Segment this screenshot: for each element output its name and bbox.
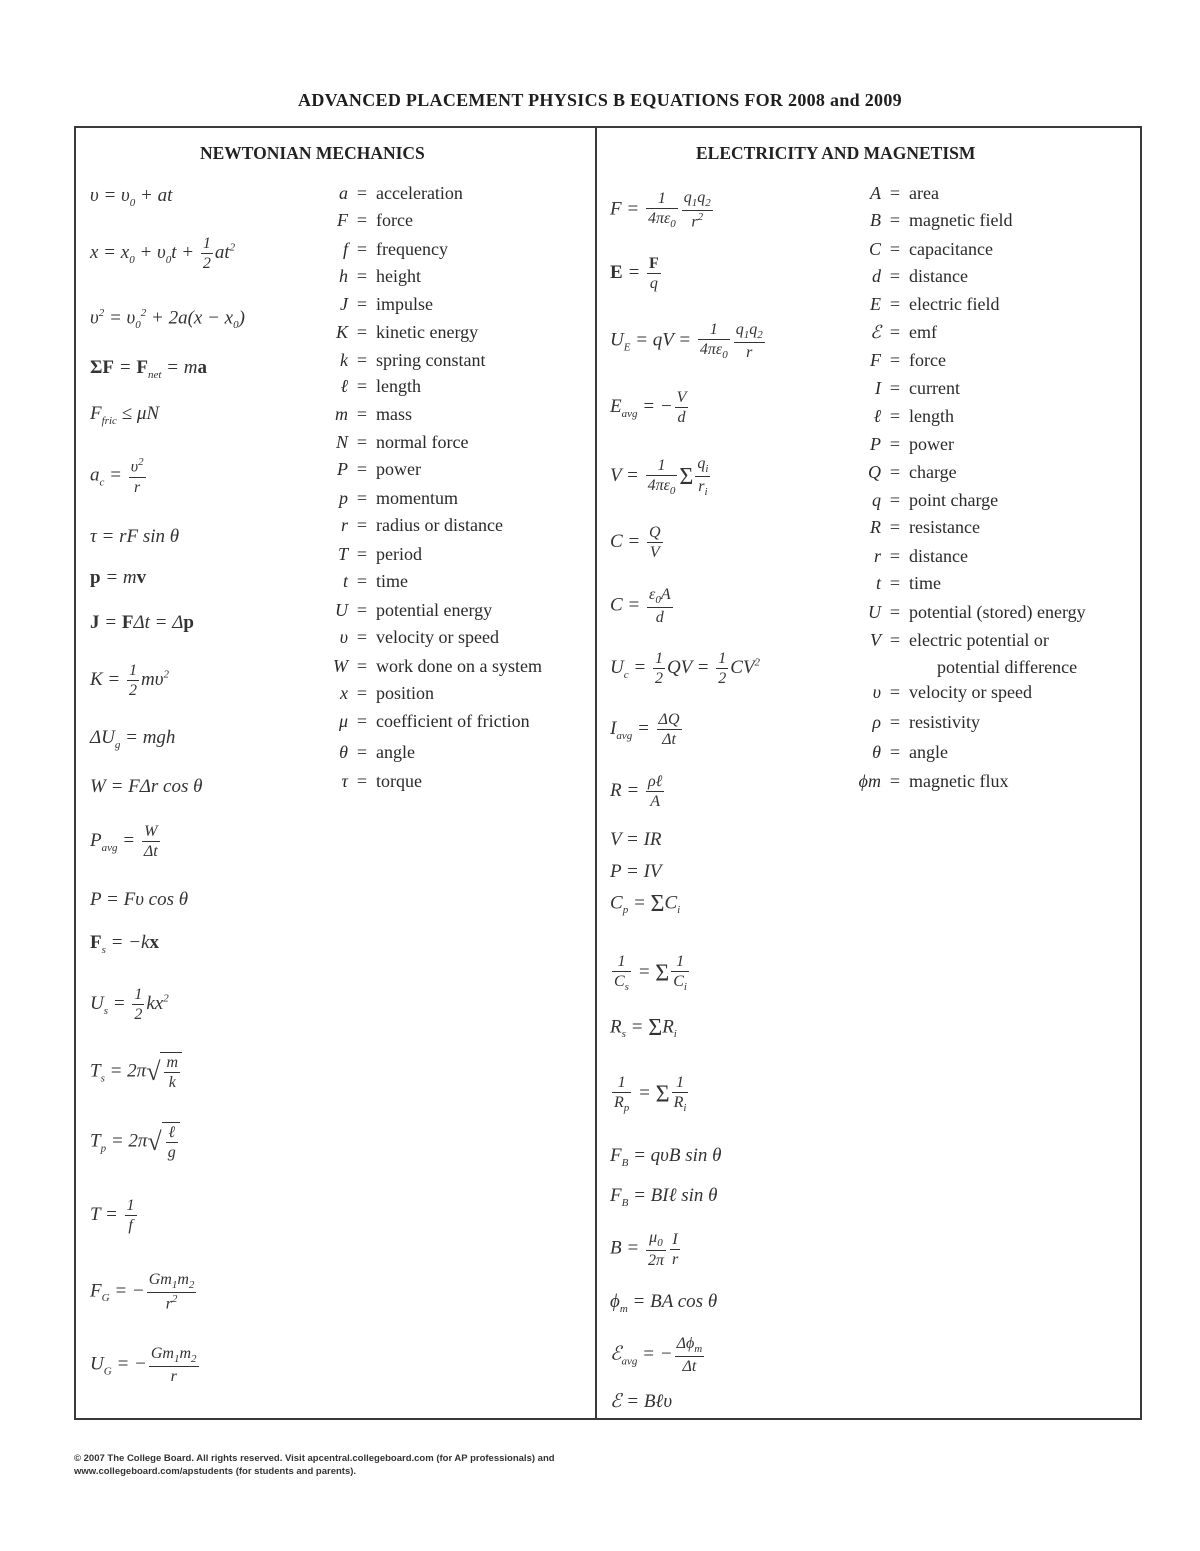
definition-text: frequency bbox=[376, 239, 448, 259]
definition-text: kinetic energy bbox=[376, 322, 479, 342]
definition-symbol: W bbox=[333, 656, 348, 676]
eq-resistors-series: $R_s = \Sigma R_i$ bbox=[610, 1015, 677, 1041]
definition-row: F = force bbox=[322, 209, 413, 231]
definition-text: length bbox=[909, 406, 954, 426]
eq-electric-power: P = IV bbox=[610, 861, 662, 882]
definition-text: angle bbox=[376, 742, 415, 762]
eq-power: P = Fυ cos θ bbox=[90, 889, 189, 910]
definition-row: W = work done on a system bbox=[322, 655, 542, 677]
definition-text: force bbox=[376, 210, 413, 230]
eq-average-field: $E_{avg}$ = − $\frac{V}{d}$ bbox=[610, 389, 687, 427]
definition-continuation bbox=[909, 656, 1077, 678]
definition-row: ϕm = magnetic flux bbox=[855, 770, 1008, 792]
definition-text: impulse bbox=[376, 294, 433, 314]
definition-text: force bbox=[909, 350, 946, 370]
definition-text: momentum bbox=[376, 488, 458, 508]
definition-text: electric potential or bbox=[909, 630, 1049, 650]
definition-row: ℓ = length bbox=[322, 375, 421, 397]
eq-motional-emf: ℰ = Bℓυ bbox=[610, 1391, 673, 1412]
definition-symbol: υ bbox=[872, 682, 881, 702]
definition-row: m = mass bbox=[322, 403, 412, 425]
definition-row: P = power bbox=[322, 458, 421, 480]
definition-symbol: P bbox=[870, 434, 881, 454]
definition-row: h = height bbox=[322, 265, 421, 287]
definition-symbol: A bbox=[870, 183, 881, 203]
definition-symbol: a bbox=[339, 183, 348, 203]
definition-row: υ = velocity or speed bbox=[855, 681, 1032, 703]
definition-symbol: U bbox=[868, 602, 881, 622]
definition-text: radius or distance bbox=[376, 515, 503, 535]
definition-symbol: T bbox=[337, 544, 348, 564]
definition-row: I = current bbox=[855, 377, 960, 399]
eq-spring-force: $F_s = -kx$ bbox=[90, 932, 159, 956]
eq-average-power: $P_{avg}$ = $\frac{W}{\Delta t}$ bbox=[90, 823, 158, 861]
definition-text: time bbox=[909, 573, 941, 593]
definition-symbol: N bbox=[335, 432, 348, 452]
definition-row: θ = angle bbox=[322, 741, 415, 763]
footer-line-2: www.collegeboard.com/apstudents (for students and parents). bbox=[74, 1466, 357, 1477]
definition-symbol: U bbox=[335, 600, 348, 620]
definition-symbol: P bbox=[337, 459, 348, 479]
definition-symbol: ℓ bbox=[340, 376, 348, 396]
definition-row: C = capacitance bbox=[855, 238, 993, 260]
definition-text: magnetic field bbox=[909, 210, 1013, 230]
definition-symbol: ℰ bbox=[870, 322, 881, 342]
definition-text: period bbox=[376, 544, 422, 564]
definition-row: θ = angle bbox=[855, 741, 948, 763]
definition-symbol: K bbox=[335, 322, 348, 342]
definition-symbol: d bbox=[872, 266, 881, 286]
definition-symbol: I bbox=[875, 378, 881, 398]
definition-symbol: ρ bbox=[872, 712, 881, 732]
eq-spring-energy: $U_s$ = $\frac{1}{2}$ $kx^2$ bbox=[90, 986, 169, 1024]
definition-text: normal force bbox=[376, 432, 469, 452]
eq-gravitational-force: $F_G$ = − $\frac{Gm_1m_2}{r^2}$ bbox=[90, 1271, 195, 1313]
definition-symbol: t bbox=[875, 573, 881, 593]
definition-text: current bbox=[909, 378, 960, 398]
eq-torque: τ = rF sin θ bbox=[90, 526, 180, 547]
definition-text: distance bbox=[909, 546, 968, 566]
column-divider bbox=[595, 126, 597, 1420]
definition-symbol: F bbox=[337, 210, 348, 230]
em-heading: ELECTRICITY AND MAGNETISM bbox=[696, 143, 976, 163]
definition-text: spring constant bbox=[376, 350, 486, 370]
definition-symbol: x bbox=[340, 683, 348, 703]
eq-potential-sum: V = $\frac{1}{4\pi\varepsilon_0}$ Σ $\frac{q_i}{r_i}$ bbox=[610, 455, 709, 499]
definition-symbol: r bbox=[873, 546, 881, 566]
definition-row: U = potential energy bbox=[322, 599, 492, 621]
eq-spring-period: $T_s = 2\pi√$ $\frac{m}{k}$ bbox=[90, 1052, 182, 1092]
definition-row: f = frequency bbox=[322, 238, 448, 260]
definition-row: A = area bbox=[855, 182, 939, 204]
definition-text: angle bbox=[909, 742, 948, 762]
eq-magnetic-force-wire: $F_B$ = BIℓ sin θ bbox=[610, 1185, 718, 1209]
definition-symbol: f bbox=[342, 239, 348, 259]
definition-text: capacitance bbox=[909, 239, 993, 259]
definition-row: F = force bbox=[855, 349, 946, 371]
definition-symbol: Q bbox=[868, 462, 881, 482]
definition-text: potential (stored) energy bbox=[909, 602, 1086, 622]
eq-average-current: $I_{avg}$ = $\frac{\Delta Q}{\Delta t}$ bbox=[610, 711, 680, 749]
definition-text: power bbox=[376, 459, 421, 479]
eq-parallel-plate: C = $\frac{\varepsilon_0A}{d}$ bbox=[610, 586, 671, 627]
eq-capacitors-series: $\frac{1}{C_s}$ = Σ $\frac{1}{C_i}$ bbox=[614, 953, 687, 994]
eq-period-frequency: T = $\frac{1}{f}$ bbox=[90, 1197, 135, 1235]
mechanics-heading: NEWTONIAN MECHANICS bbox=[200, 143, 425, 163]
eq-pendulum-period: $T_p = 2\pi√$ $\frac{\text{ℓ}}{g}$ bbox=[90, 1122, 180, 1162]
definition-row: E = electric field bbox=[855, 293, 999, 315]
definition-row: r = distance bbox=[855, 545, 968, 567]
eq-friction: $F_{fric} \le \mu N$ bbox=[90, 403, 160, 427]
eq-position: $x = x_0 + \upsilon_0t$ + $\frac{1}{2}$ $at^2$ bbox=[90, 235, 236, 273]
definition-symbol: m bbox=[335, 404, 348, 424]
definition-row: P = power bbox=[855, 433, 954, 455]
eq-resistance: R = $\frac{\text{ρℓ}}{A}$ bbox=[610, 773, 663, 811]
definition-text: electric field bbox=[909, 294, 1000, 314]
footer-line-1: © 2007 The College Board. All rights reserved. Visit apcentral.collegeboard.com (for AP professionals) and bbox=[74, 1453, 555, 1464]
eq-capacitance: C = $\frac{Q}{V}$ bbox=[610, 524, 661, 562]
eq-impulse: J = FΔt = Δp bbox=[90, 612, 194, 633]
definition-row: d = distance bbox=[855, 265, 968, 287]
eq-coulomb-law: F = $\frac{1}{4\pi\varepsilon_0}$ $\frac{q_1q_2}{r^2}$ bbox=[610, 189, 711, 231]
definition-row: K = kinetic energy bbox=[322, 321, 478, 343]
definition-text: work done on a system bbox=[376, 656, 542, 676]
definition-symbol: ϕm bbox=[858, 771, 881, 791]
definition-text: potential energy bbox=[376, 600, 493, 620]
definition-symbol: q bbox=[872, 490, 881, 510]
eq-newton-second-law: $\Sigma F = F_{net}$ = ma bbox=[90, 357, 207, 381]
definition-row: R = resistance bbox=[855, 516, 980, 538]
eq-gravitational-potential: $U_G$ = − $\frac{Gm_1m_2}{r}$ bbox=[90, 1345, 197, 1386]
definition-row: t = time bbox=[855, 572, 941, 594]
definition-text: acceleration bbox=[376, 183, 463, 203]
definition-text: velocity or speed bbox=[376, 627, 499, 647]
definition-row: N = normal force bbox=[322, 431, 468, 453]
definition-text: height bbox=[376, 266, 421, 286]
eq-electric-field: E = $\frac{F}{q}$ bbox=[610, 255, 659, 293]
definition-row: ℓ = length bbox=[855, 405, 954, 427]
definition-row: a = acceleration bbox=[322, 182, 463, 204]
definition-text: position bbox=[376, 683, 435, 703]
definition-row: t = time bbox=[322, 570, 408, 592]
definition-symbol: μ bbox=[338, 711, 348, 731]
definition-row: T = period bbox=[322, 543, 422, 565]
definition-symbol: τ bbox=[341, 771, 348, 791]
definition-text: coefficient of friction bbox=[376, 711, 530, 731]
definition-row: q = point charge bbox=[855, 489, 998, 511]
definition-symbol: t bbox=[342, 571, 348, 591]
definition-text: magnetic flux bbox=[909, 771, 1009, 791]
definition-symbol: ℓ bbox=[873, 406, 881, 426]
definition-symbol: F bbox=[870, 350, 881, 370]
definition-text: torque bbox=[376, 771, 422, 791]
definition-text: emf bbox=[909, 322, 937, 342]
definition-symbol: p bbox=[339, 488, 348, 508]
eq-ohms-law: V = IR bbox=[610, 829, 662, 850]
definition-row: x = position bbox=[322, 682, 434, 704]
definition-symbol: θ bbox=[872, 742, 881, 762]
eq-average-emf: ℰ$_{avg}$ = − $\frac{\Delta\phi_m}{\Delta t}$ bbox=[610, 1335, 703, 1376]
eq-momentum: p = mv bbox=[90, 567, 147, 588]
definition-row: J = impulse bbox=[322, 293, 433, 315]
definition-row: τ = torque bbox=[322, 770, 422, 792]
eq-electric-potential-energy: $U_E$ = qV = $\frac{1}{4\pi\varepsilon_0}$ $\frac{q_1q_2}{r}$ bbox=[610, 321, 763, 362]
eq-velocity-squared: $\upsilon^2 = \upsilon_0^2 + 2a(x - x_0)$ bbox=[90, 307, 245, 332]
definition-symbol: θ bbox=[339, 742, 348, 762]
definition-row: B = magnetic field bbox=[855, 209, 1012, 231]
eq-work: W = FΔr cos θ bbox=[90, 776, 203, 797]
definition-text: point charge bbox=[909, 490, 999, 510]
definition-symbol: B bbox=[870, 210, 881, 230]
definition-symbol: r bbox=[340, 515, 348, 535]
copyright-footer bbox=[74, 1452, 555, 1478]
definition-row: U = potential (stored) energy bbox=[855, 601, 1086, 623]
definition-text: power bbox=[909, 434, 954, 454]
definition-symbol: E bbox=[870, 294, 881, 314]
eq-magnetic-flux: $\phi_m$ = BA cos θ bbox=[610, 1291, 718, 1315]
eq-capacitors-parallel: $C_p = \Sigma C_i$ bbox=[610, 891, 681, 917]
eq-wire-field: B = $\frac{\mu_0}{2\pi}$ $\frac{I}{r}$ bbox=[610, 1229, 679, 1270]
definition-row: k = spring constant bbox=[322, 349, 486, 371]
definition-row: p = momentum bbox=[322, 487, 458, 509]
definition-text: charge bbox=[909, 462, 957, 482]
definition-text: potential difference bbox=[937, 657, 1078, 677]
definition-symbol: h bbox=[339, 266, 348, 286]
definition-row: Q = charge bbox=[855, 461, 957, 483]
eq-velocity: $\upsilon = \upsilon_0$ + at bbox=[90, 185, 173, 209]
definition-row: ℰ = emf bbox=[855, 321, 937, 343]
definition-symbol: J bbox=[340, 294, 348, 314]
definition-symbol: V bbox=[870, 630, 881, 650]
definition-symbol: υ bbox=[339, 627, 348, 647]
definition-text: area bbox=[909, 183, 939, 203]
definition-row: υ = velocity or speed bbox=[322, 626, 499, 648]
definition-text: distance bbox=[909, 266, 968, 286]
definition-symbol: C bbox=[868, 239, 881, 259]
definition-text: mass bbox=[376, 404, 412, 424]
eq-magnetic-force-charge: $F_B = q\upsilon B$ sin θ bbox=[610, 1145, 722, 1169]
definition-text: velocity or speed bbox=[909, 682, 1032, 702]
definition-row: V = electric potential or bbox=[855, 629, 1049, 651]
eq-potential-gravity: $\Delta U_g$ = mgh bbox=[90, 727, 176, 751]
definition-row: ρ = resistivity bbox=[855, 711, 980, 733]
definition-text: time bbox=[376, 571, 408, 591]
definition-symbol: k bbox=[340, 350, 348, 370]
definition-symbol: R bbox=[870, 517, 881, 537]
definition-text: resistance bbox=[909, 517, 980, 537]
definition-row: r = radius or distance bbox=[322, 514, 503, 536]
eq-resistors-parallel: $\frac{1}{R_p}$ = Σ $\frac{1}{R_i}$ bbox=[614, 1074, 687, 1115]
eq-kinetic-energy: K = $\frac{1}{2}$ $m\upsilon^2$ bbox=[90, 662, 169, 700]
definition-row: μ = coefficient of friction bbox=[322, 710, 530, 732]
document-title: ADVANCED PLACEMENT PHYSICS B EQUATIONS FOR 2008 and 2009 bbox=[298, 90, 902, 110]
eq-centripetal: $a_c$ = $\frac{\upsilon^2}{r}$ bbox=[90, 456, 144, 496]
eq-capacitor-energy: $U_c$ = $\frac{1}{2}$ QV = $\frac{1}{2}$ $CV^2$ bbox=[610, 650, 761, 688]
definition-text: resistivity bbox=[909, 712, 980, 732]
definition-text: length bbox=[376, 376, 421, 396]
